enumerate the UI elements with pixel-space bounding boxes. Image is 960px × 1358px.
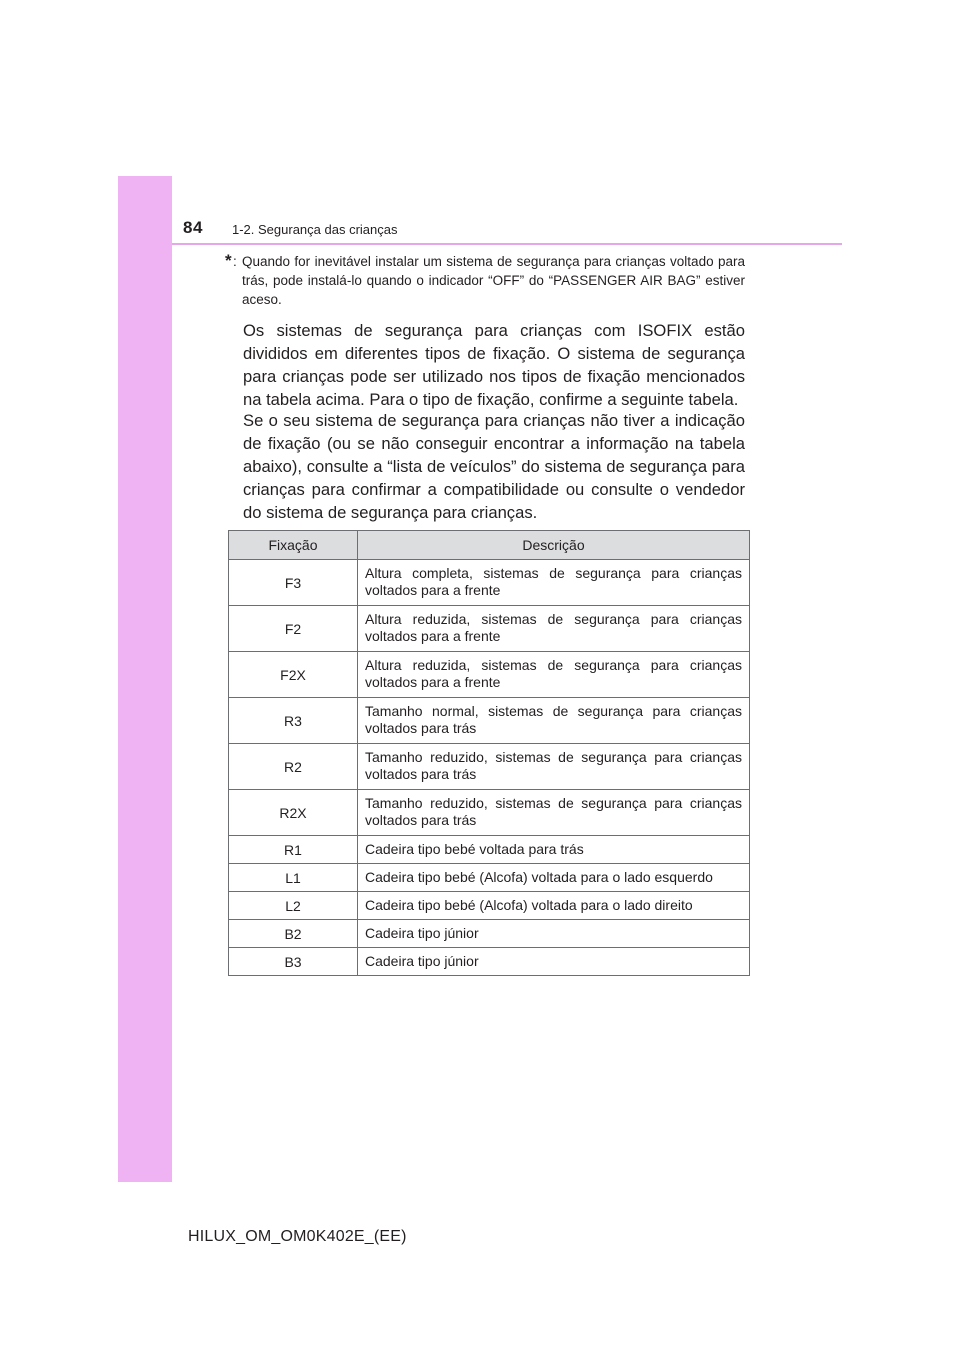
table-row — [229, 560, 750, 606]
fixation-description: Cadeira tipo júnior — [358, 920, 750, 948]
fixation-code: F2X — [229, 652, 358, 698]
table-row — [229, 892, 750, 920]
document-code: HILUX_OM_OM0K402E_(EE) — [188, 1228, 407, 1245]
footnote-text: Quando for inevitável instalar um sistema de segurança para crianças voltado para trás, pode instalá-lo quando o indicador “OFF” do “PASSENGER AIR BAG” estiver aceso. — [242, 254, 745, 307]
fixation-description: Cadeira tipo bebé (Alcofa) voltada para o lado esquerdo — [358, 864, 750, 892]
footnote-asterisk: * — [225, 251, 232, 270]
fixation-description: Cadeira tipo bebé voltada para trás — [358, 836, 750, 864]
fixation-code: R2 — [229, 744, 358, 790]
table-row — [229, 606, 750, 652]
fixation-code: B3 — [229, 948, 358, 976]
section-title: 1-2. Segurança das crianças — [232, 222, 398, 237]
table-header-row — [229, 531, 750, 560]
footnote-separator: : — [233, 254, 237, 269]
fixation-code: R2X — [229, 790, 358, 836]
table-row — [229, 836, 750, 864]
fixation-code: B2 — [229, 920, 358, 948]
fixation-description: Cadeira tipo bebé (Alcofa) voltada para o lado direito — [358, 892, 750, 920]
table-row — [229, 920, 750, 948]
table-row — [229, 948, 750, 976]
table-header-fixation: Fixação — [229, 531, 358, 560]
fixation-description: Tamanho reduzido, sistemas de segurança para crianças voltados para trás — [358, 744, 750, 790]
fixation-code: R1 — [229, 836, 358, 864]
fixation-code: F3 — [229, 560, 358, 606]
table-row — [229, 698, 750, 744]
table-header-description: Descrição — [358, 531, 750, 560]
fixation-description: Cadeira tipo júnior — [358, 948, 750, 976]
fixation-table — [228, 530, 750, 976]
table-row — [229, 790, 750, 836]
table-row — [229, 864, 750, 892]
table-row — [229, 744, 750, 790]
body-paragraph-isofix: Os sistemas de segurança para crianças com ISOFIX estão divididos em diferentes tipos de fixação. O sistema de segurança para crianças pode ser utilizado nos tipos de fixação mencionados na tabela acima. Para o tipo de fixação, confirme a seguinte tabela. — [243, 321, 745, 409]
header-divider — [172, 243, 842, 245]
footnote — [225, 252, 745, 309]
fixation-description: Altura completa, sistemas de segurança para crianças voltados para a frente — [358, 560, 750, 606]
fixation-code: R3 — [229, 698, 358, 744]
page-number: 84 — [183, 218, 203, 237]
chapter-side-band — [118, 176, 172, 1182]
fixation-description: Altura reduzida, sistemas de segurança para crianças voltados para a frente — [358, 652, 750, 698]
fixation-description: Altura reduzida, sistemas de segurança para crianças voltados para a frente — [358, 606, 750, 652]
fixation-code: F2 — [229, 606, 358, 652]
fixation-description: Tamanho reduzido, sistemas de segurança para crianças voltados para trás — [358, 790, 750, 836]
fixation-code: L1 — [229, 864, 358, 892]
fixation-code: L2 — [229, 892, 358, 920]
body-paragraph-compatibility: Se o seu sistema de segurança para crianças não tiver a indicação de fixação (ou se não conseguir encontrar a informação na tabela abaixo), consulte a “lista de veículos” do sistema de segurança para crianças para confirmar a compatibilidade ou consulte o vendedor do sistema de segurança para crianças. — [243, 411, 745, 522]
table-row — [229, 652, 750, 698]
fixation-description: Tamanho normal, sistemas de segurança para crianças voltados para trás — [358, 698, 750, 744]
